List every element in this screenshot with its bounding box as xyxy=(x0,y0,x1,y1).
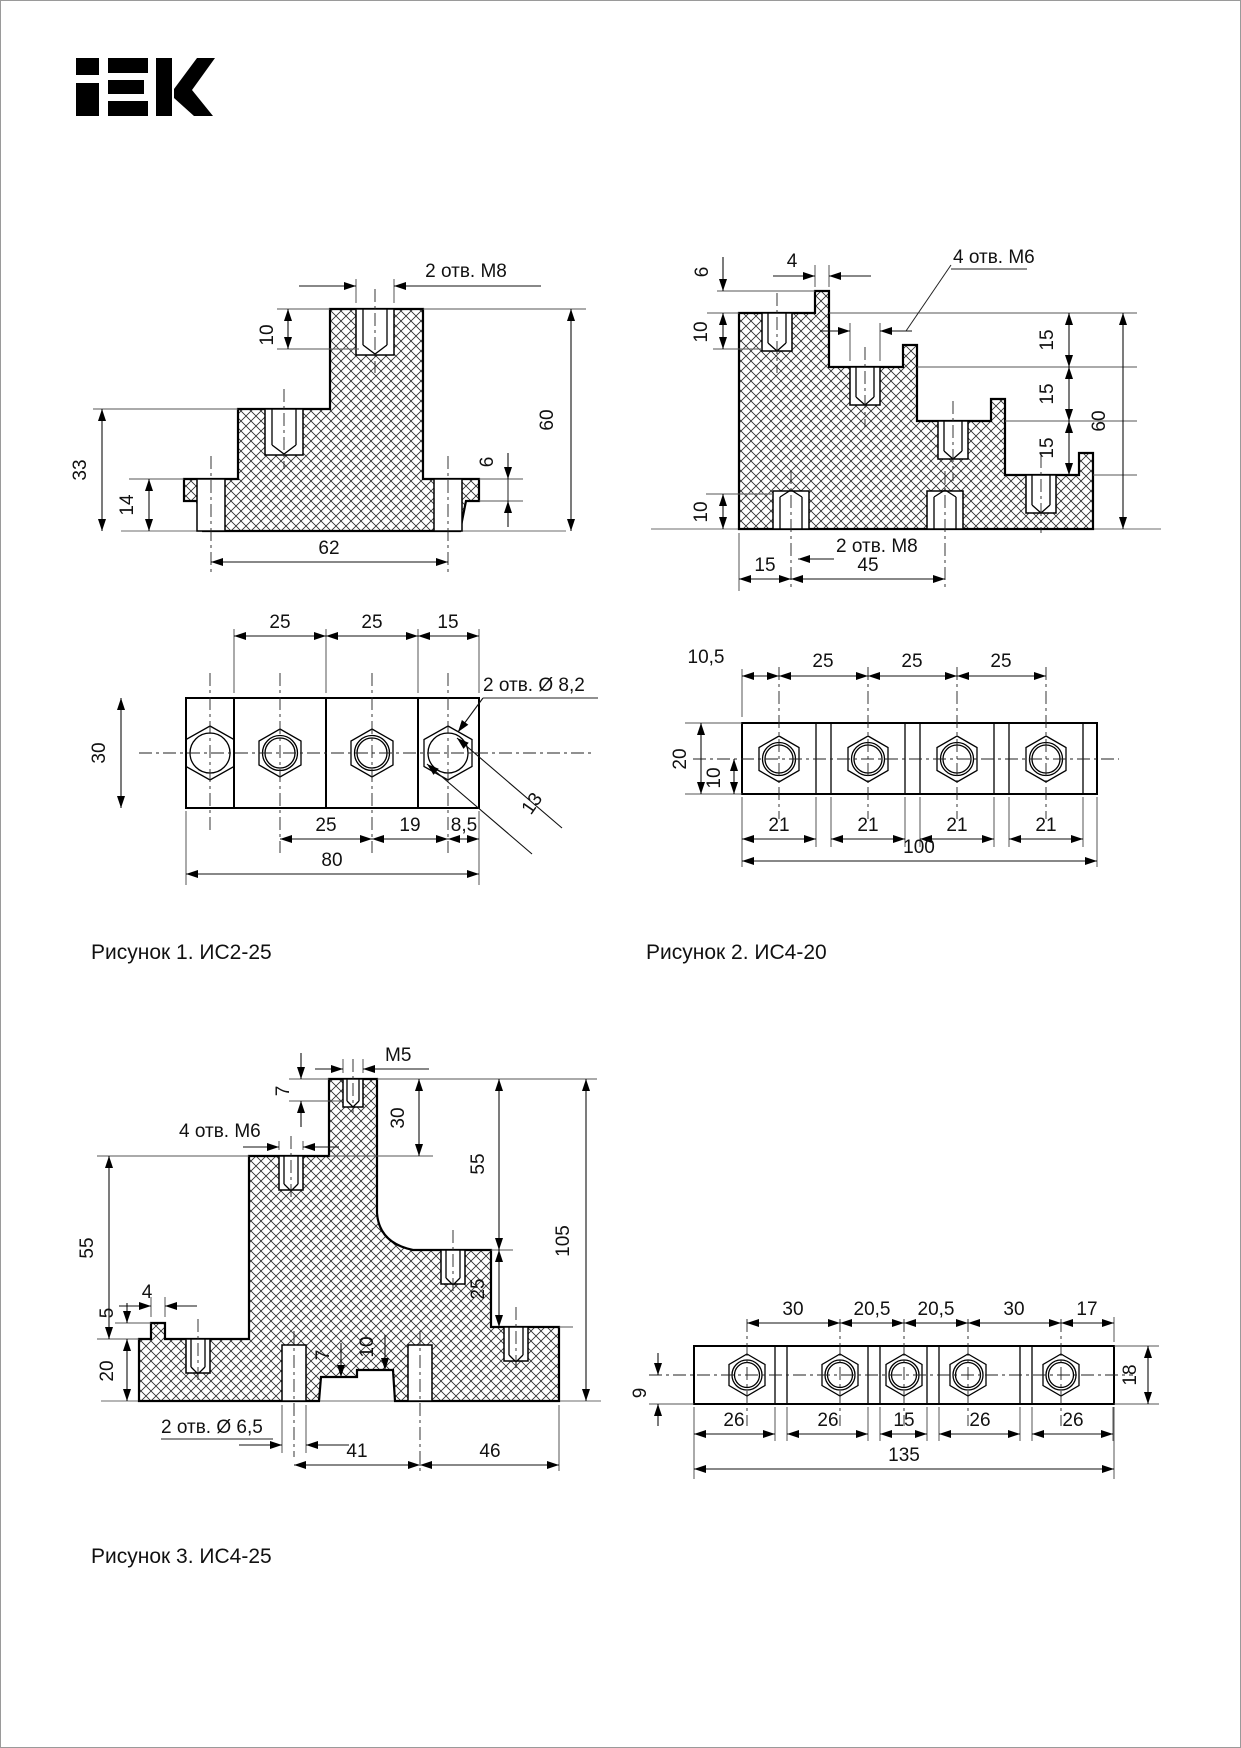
dim-label: 8,5 xyxy=(450,815,478,836)
dim-label: 10 xyxy=(691,501,712,523)
dim-label: 10 xyxy=(257,324,278,346)
dim-label: 26 xyxy=(969,1410,991,1431)
dim-label: 2 отв. Ø 8,2 xyxy=(483,675,585,696)
fig3-plan-view xyxy=(630,1299,1159,1479)
logo-i-stem xyxy=(76,83,99,116)
dim-label: 25 xyxy=(812,651,834,672)
figure1-caption: Рисунок 1. ИС2-25 xyxy=(91,941,272,964)
dim-label: 15 xyxy=(437,612,459,633)
dim-label: 9 xyxy=(630,1387,651,1399)
dim-label: 7 xyxy=(273,1085,294,1097)
dim-label: 25 xyxy=(269,612,291,633)
dim-label: 4 xyxy=(141,1282,153,1303)
dim-label: 30 xyxy=(1003,1299,1025,1320)
dim-label: 2 отв. Ø 6,5 xyxy=(161,1417,263,1438)
dim-label: 10 xyxy=(691,321,712,343)
dim-label: 100 xyxy=(903,837,935,858)
dim-label: 26 xyxy=(817,1410,839,1431)
dim-label: 21 xyxy=(768,815,790,836)
dim-label: 25 xyxy=(468,1278,489,1300)
figure3-caption: Рисунок 3. ИС4-25 xyxy=(91,1545,272,1568)
dim-label: 15 xyxy=(1037,437,1058,459)
dim-label: 20,5 xyxy=(917,1299,955,1320)
dim-label: 41 xyxy=(346,1441,368,1462)
dim-label: 25 xyxy=(901,651,923,672)
dim-label: 2 отв. М8 xyxy=(425,261,507,282)
dim-label: 30 xyxy=(782,1299,804,1320)
dim-label: 55 xyxy=(468,1153,489,1175)
dim-label: 21 xyxy=(946,815,968,836)
logo-e-bar xyxy=(108,101,148,116)
logo-e-bar xyxy=(108,58,148,73)
dim-label: 62 xyxy=(318,538,340,559)
dim-label: 25 xyxy=(315,815,337,836)
dim-label: 15 xyxy=(1037,383,1058,405)
fig1-plan-view xyxy=(89,612,598,885)
dim-label: 17 xyxy=(1076,1299,1098,1320)
dim-label: 21 xyxy=(857,815,879,836)
dim-label: 13 xyxy=(517,789,548,819)
dim-label: 15 xyxy=(754,555,776,576)
logo-i-dot xyxy=(76,58,99,75)
dim-label: 10 xyxy=(704,767,725,789)
dim-label: 20 xyxy=(97,1360,118,1382)
technical-drawing-canvas xyxy=(1,1,1241,1748)
dim-label: 25 xyxy=(990,651,1012,672)
logo-k-stem xyxy=(156,58,172,116)
dim-label: 6 xyxy=(692,266,713,278)
dim-label: 10,5 xyxy=(687,647,725,668)
dim-label: 20 xyxy=(670,748,691,770)
logo-e-bar xyxy=(108,80,144,94)
dim-label: 21 xyxy=(1035,815,1057,836)
dim-label: 46 xyxy=(479,1441,501,1462)
dim-label: 55 xyxy=(77,1237,98,1259)
dim-label: 26 xyxy=(1062,1410,1084,1431)
dim-label: 10 xyxy=(357,1336,378,1358)
dim-label: 26 xyxy=(723,1410,745,1431)
dim-label: 60 xyxy=(1089,410,1110,432)
fig3-section-view xyxy=(77,1045,601,1471)
dim-label: 19 xyxy=(399,815,421,836)
dim-label: 135 xyxy=(888,1445,920,1466)
dim-label: 60 xyxy=(537,409,558,431)
dim-label: 2 отв. М8 xyxy=(836,536,918,557)
dim-label: 30 xyxy=(388,1107,409,1129)
dim-label: 6 xyxy=(477,456,498,468)
dim-label: 4 xyxy=(786,251,798,272)
logo-k-diagonals xyxy=(174,58,215,116)
dim-label: 45 xyxy=(857,555,879,576)
dim-label: 25 xyxy=(361,612,383,633)
dim-label: 5 xyxy=(97,1307,118,1319)
dim-label: 105 xyxy=(553,1225,574,1257)
dim-label: 18 xyxy=(1120,1364,1141,1386)
fig2-plan-view xyxy=(670,647,1119,867)
dim-label: 15 xyxy=(893,1410,915,1431)
dim-label: 4 отв. М6 xyxy=(953,247,1035,268)
figure2-caption: Рисунок 2. ИС4-20 xyxy=(646,941,827,964)
fig1-section-view xyxy=(70,261,586,573)
iek-logo xyxy=(76,58,215,116)
dim-label: 30 xyxy=(89,742,110,764)
dim-label: 14 xyxy=(117,494,138,516)
dim-label: М5 xyxy=(385,1045,412,1066)
dim-label: 33 xyxy=(70,459,91,481)
dim-label: 7 xyxy=(313,1349,334,1361)
dim-label: 20,5 xyxy=(853,1299,891,1320)
dim-label: 15 xyxy=(1037,329,1058,351)
dim-label: 80 xyxy=(321,850,343,871)
fig2-section-view xyxy=(651,247,1161,591)
dim-label: 4 отв. М6 xyxy=(179,1121,261,1142)
